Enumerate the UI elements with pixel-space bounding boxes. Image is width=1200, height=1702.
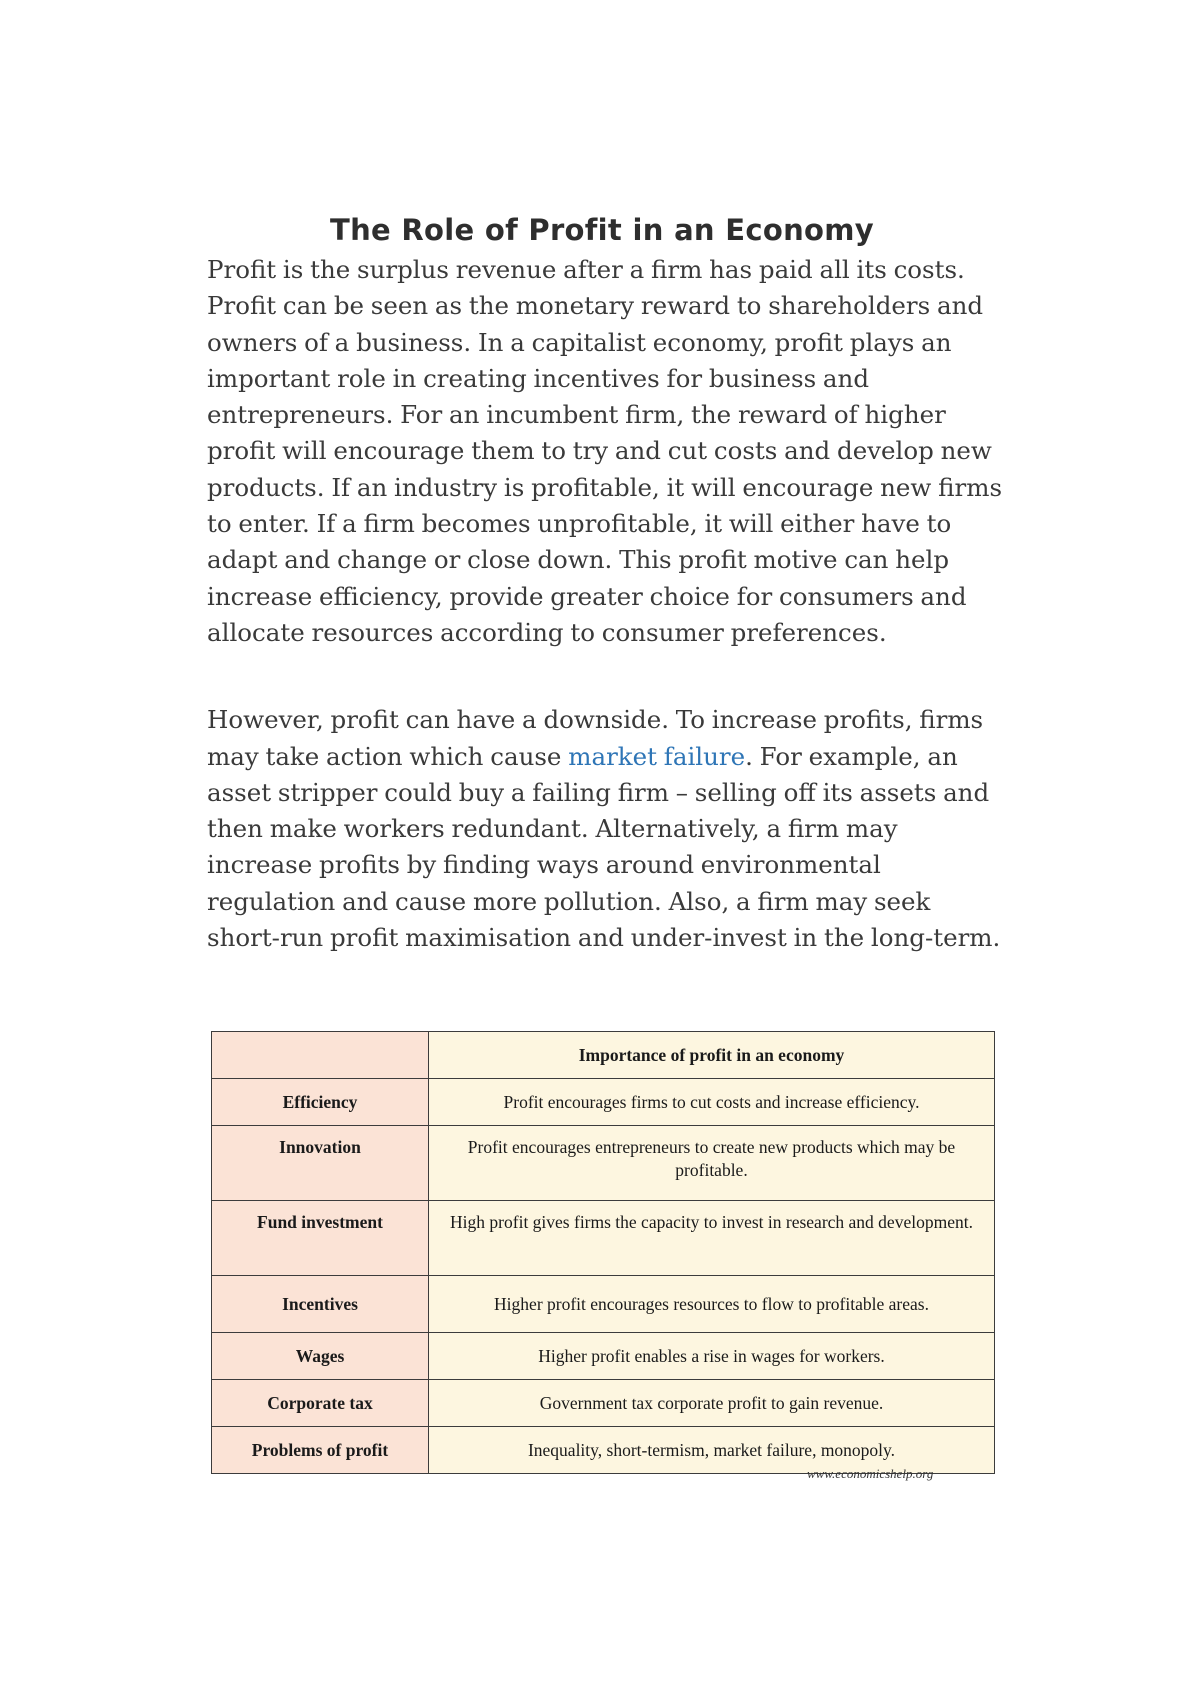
row-label-wages: Wages	[212, 1333, 429, 1380]
table-row	[212, 1333, 995, 1380]
paragraph-downside-text-end: . For example, an asset stripper could buy a failing firm – selling off its assets and then make workers redundant. Alternatively, a firm may increase profits by finding ways around environmental regulation and cause more pollution. Also, a firm may seek short-run profit maximisation and under-invest in the long-term.	[207, 741, 1001, 953]
profit-importance-table-container	[211, 1031, 995, 1474]
paragraph-spacer	[207, 651, 997, 702]
document-title: The Role of Profit in an Economy	[330, 213, 874, 247]
row-desc-efficiency: Profit encourages firms to cut costs and increase efficiency.	[429, 1079, 995, 1126]
table-row	[212, 1276, 995, 1333]
source-credit: www.economicshelp.org	[807, 1466, 934, 1481]
table-row	[212, 1201, 995, 1276]
profit-importance-table	[211, 1031, 995, 1474]
row-desc-fund-investment: High profit gives firms the capacity to invest in research and development.	[429, 1201, 995, 1276]
market-failure-link[interactable]: market failure	[568, 741, 746, 771]
document-body	[207, 208, 1003, 956]
paragraph-profit-definition: Profit is the surplus revenue after a firm has paid all its costs. Profit can be seen as the monetary reward to shareholders and owners of a business. In a capitalist economy, profit plays an important role in creating incentives for business and entrepreneurs. For an incumbent firm, the reward of higher profit will encourage them to try and cut costs and develop new products. If an industry is profitable, it will encourage new firms to enter. If a firm becomes unprofitable, it will either have to adapt and change or close down. This profit motive can help increase efficiency, provide greater choice for consumers and allocate resources according to consumer preferences.	[207, 255, 1003, 647]
row-desc-problems-of-profit: Inequality, short-termism, market failure, monopoly.	[429, 1427, 995, 1474]
table-row	[212, 1126, 995, 1201]
row-desc-corporate-tax: Government tax corporate profit to gain revenue.	[429, 1380, 995, 1427]
table-row	[212, 1380, 995, 1427]
row-desc-incentives: Higher profit encourages resources to flow to profitable areas.	[429, 1276, 995, 1333]
row-label-incentives: Incentives	[212, 1276, 429, 1333]
table-header-title: Importance of profit in an economy	[429, 1032, 995, 1079]
table-row	[212, 1079, 995, 1126]
row-label-corporate-tax: Corporate tax	[212, 1380, 429, 1427]
row-label-fund-investment: Fund investment	[212, 1201, 429, 1276]
row-label-problems-of-profit: Problems of profit	[212, 1427, 429, 1474]
row-desc-innovation: Profit encourages entrepreneurs to create new products which may be profitable.	[429, 1126, 995, 1201]
row-desc-wages: Higher profit enables a rise in wages for workers.	[429, 1333, 995, 1380]
table-header-label-cell	[212, 1032, 429, 1079]
row-label-efficiency: Efficiency	[212, 1079, 429, 1126]
paragraph-profit-downside	[207, 702, 1007, 956]
row-label-innovation: Innovation	[212, 1126, 429, 1201]
paragraph-downside-text-start: However, profit can have a downside. To increase profits, firms may take action which cause	[207, 705, 984, 771]
table-header-row	[212, 1032, 995, 1079]
